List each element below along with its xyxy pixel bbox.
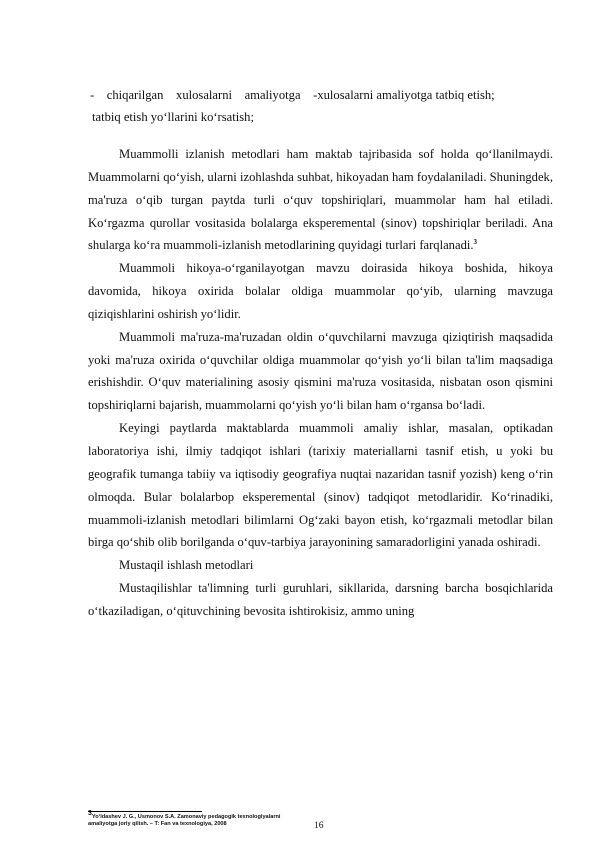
paragraph-1-text: Muammolli izlanish metodlari ham maktab tajribasida sof holda qo‘llanilmaydi. Muammolarni qo‘yish, ularni izohlashda suhbat, hikoyadan ham foydalaniladi. Shuningdek, ma'ruza o‘qib turgan paytda turli o‘quv topshiriqlari, muammolar ham hal etiladi. Ko‘rgazma qurollar vositasida bolalarga eksperemental (sinov) topshiriqlar beriladi. Ana shularga ko‘ra muammoli-izlanish metodlarining quyidagi turlari farqlanadi. [88, 147, 553, 253]
paragraph-2: Muammoli hikoya-o‘rganilayotgan mavzu doirasida hikoya boshida, hikoya davomida, hikoya oxirida bolalar oldiga muammolar qo‘yib, ularning mavzuga qiziqishlarini oshirish yo‘lidir. [88, 261, 553, 321]
footnote-number: 3 [88, 810, 92, 818]
header-line-2: tatbiq etish yo‘llarini ko‘rsatish; [92, 110, 254, 124]
header-line-1: - chiqarilgan xulosalarni amaliyotga -xulosalarni amaliyotga tatbiq etish; [90, 88, 495, 102]
footnote-line-2: amaliyotga joriy qilish. – T: Fan va texnologiya, 2008 [88, 821, 227, 828]
paragraph-3: Muammoli ma'ruza-ma'ruzadan oldin o‘quvchilarni mavzuga qiziqtirish maqsadida yoki ma'ruza oxirida o‘quvchilar oldiga muammolar qo‘yish yo‘li bilan ta'lim maqsadiga erishishdir. O‘quv materialining asosiy qismini ma'ruza vositasida, nisbatan oson qismini topshiriqlarni bajarish, muammolarni qo‘yish yo‘li bilan ham o‘rgansa bo‘ladi. [88, 329, 553, 413]
paragraph-1 [88, 143, 553, 257]
section-heading: Mustaqil ishlash metodlari [119, 558, 254, 573]
footnote-line-1: Yo‘ldashev J. G., Usmonov S.A. Zamonaviy pedagogik texnologiyalarni [91, 814, 281, 820]
footnote-ref[interactable]: 3 [473, 238, 478, 247]
page-number: 16 [314, 821, 324, 831]
paragraph-4: Keyingi paytlarda maktablarda muammoli amaliy ishlar, masalan, optikadan laboratoriya ishi, ilmiy tadqiqot ishlari (tarixiy materiallarni tasnif etish, u yoki bu geografik tumanga tabiiy va iqtisodiy geografiya nuqtai nazaridan tasnif yozish) keng o‘rin olmoqda. Bular bolalarbop eksperemental (sinov) tadqiqot metodlaridir. Ko‘rinadiki, muammoli-izlanish metodlari bilimlarni Og‘zaki bayon etish, ko‘rgazmali metodlar bilan birga qo‘shib olib borilganda o‘quv-tarbiya jarayonining samaradorligini yanada oshiradi. [88, 421, 553, 550]
paragraph-5: Mustaqilishlar ta'limning turli guruhlari, sikllarida, darsning barcha bosqichlarida o‘tkaziladigan, o‘qituvchining bevosita ishtirokisiz, ammo uning [88, 581, 553, 618]
footnote [88, 810, 448, 828]
body-text [88, 143, 553, 623]
footnote-divider [88, 811, 202, 812]
